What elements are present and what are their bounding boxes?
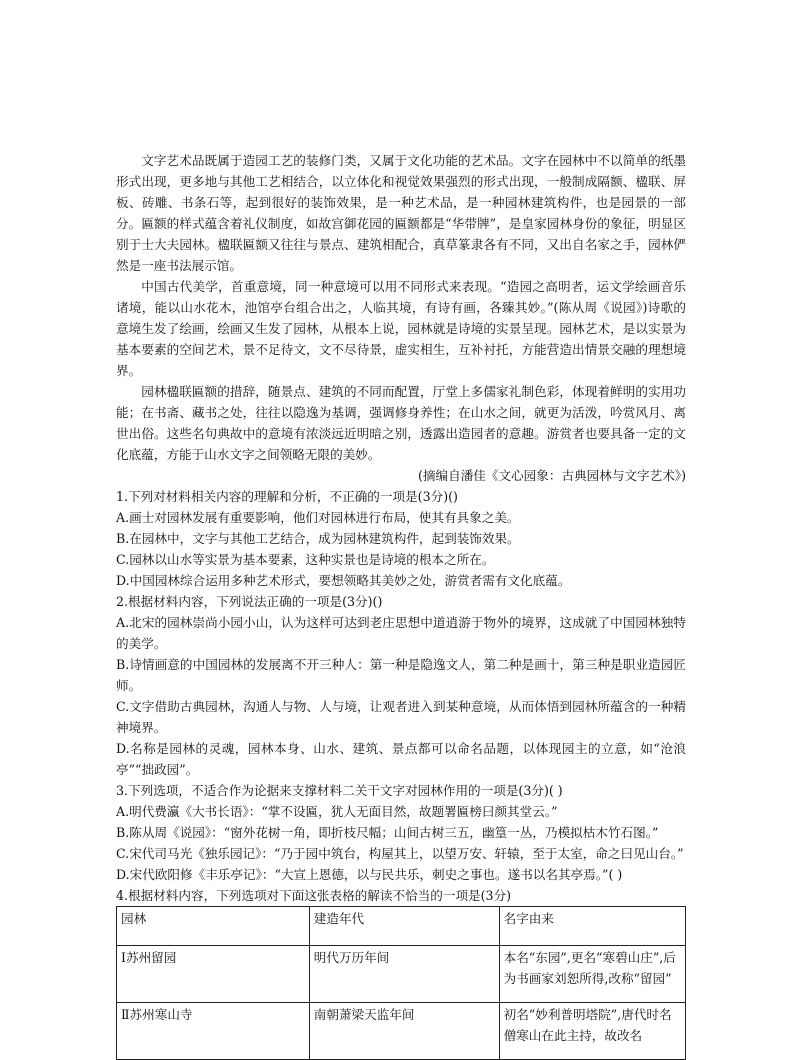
table-row	[117, 1003, 686, 1060]
table-cell-name-origin: 本名“东园”,更名“寒碧山庄”,后为书画家刘恕所得,改称“留园”	[499, 946, 685, 1003]
exam-document	[116, 150, 686, 1060]
table-header-era: 建造年代	[309, 907, 499, 946]
passage-paragraph-1: 文字艺术品既属于造园工艺的装修门类，又属于文化功能的艺术品。文字在园林中不以简单的纸墨形式出现，更多地与其他工艺相结合，以立体化和视觉效果强烈的形式出现，一般制成隔额、楹联、屏板、砖雕、书条石等，起到很好的装饰效果，是一种艺术品，是一种园林建筑构件，也是园景的一部分。匾额的样式蕴含着礼仪制度，如故宫御花园的匾额都是“华带牌”，是皇家园林身份的象征，明显区别于士大夫园林。楹联匾额又往往与景点、建筑相配合，真草篆隶各有不同，又出自名家之手，园林俨然是一座书法展示馆。	[116, 153, 686, 273]
passage-paragraph-3: 园林楹联匾额的措辞，随景点、建筑的不同而配置，厅堂上多儒家礼制色彩，体现着鲜明的实用功能；在书斋、藏书之处，往往以隐逸为基调，强调修身养性；在山水之间，就更为活泼，吟赏风月、离世出俗。这些名句典故中的意境有浓淡远近明暗之别，透露出造园者的意趣。游赏者也要具备一定的文化底蕴，方能于山水文字之间领略无限的美妙。	[116, 384, 686, 462]
table-cell-era: 明代万历年间	[309, 946, 499, 1003]
option-d: D.中国园林综合运用多种艺术形式，要想领略其美妙之处，游赏者需有文化底蕴。	[116, 573, 571, 588]
question-stem: 3.下列选项，不适合作为论据来支撑材料二关干文字对园林作用的一项是(3分)( )	[116, 783, 563, 798]
option-a: A.北宋的园林崇尚小园小山，认为这样可达到老庄思想中道逍游于物外的境界，这成就了中国园林独特的美学。	[116, 615, 686, 651]
table-header-garden: 园林	[117, 907, 310, 946]
table-cell-era: 南朝萧梁天监年间	[309, 1003, 499, 1060]
table-header-name-origin: 名字由来	[499, 907, 685, 946]
table-cell-garden: Ⅰ苏州留园	[117, 946, 310, 1003]
passage-paragraph-2: 中国古代美学，首重意境，同一种意境可以用不同形式来表现。“造园之高明者，运文学绘画音乐诸境，能以山水花木，池馆亭台组合出之，人临其境，有诗有画，各臻其妙。”(陈从周《说园》)诗歌的意境生发了绘画，绘画又生发了园林，从根本上说，园林就是诗境的实景呈现。园林艺术，是以实景为基本要素的空间艺术，景不足待文，文不尽待景，虚实相生，互补衬托，方能营造出情景交融的理想境界。	[116, 279, 686, 378]
option-b: B.在园林中，文字与其他工艺结合，成为园林建筑构件，起到装饰效果。	[116, 531, 520, 546]
question-2	[116, 591, 686, 780]
question-4	[116, 885, 686, 1060]
option-c: C.园林以山水等实景为基本要素，这种实景也是诗境的根本之所在。	[116, 552, 495, 567]
option-b: B.陈从周《说园》：“窗外花树一角，即折枝尺幅；山间古树三五，幽篁一丛，乃模拟枯木竹石图。”	[116, 825, 659, 840]
option-c: C.文字借助古典园林，沟通人与物、人与境，让观者进入到某种意境，从而体悟到园林所蕴含的一种精神境界。	[116, 699, 686, 735]
option-d: D.名称是园林的灵魂，园林本身、山水、建筑、景点都可以命名品题，以体现园主的立意，如“沧浪亭”“拙政园”。	[116, 741, 686, 777]
table-cell-garden: Ⅱ苏州寒山寺	[117, 1003, 310, 1060]
garden-table	[116, 906, 686, 1060]
question-stem: 4.根据材料内容，下列选项对下面这张表格的解读不恰当的一项是(3分)	[116, 888, 512, 903]
option-a: A.明代费瀛《大书长语》：“掌不设匾，犹人无面目然，故题署匾榜曰颜其堂云。”	[116, 804, 558, 819]
question-stem: 2.根据材料内容，下列说法正确的一项是(3分)()	[116, 594, 383, 609]
table-row	[117, 946, 686, 1003]
question-1	[116, 486, 686, 591]
question-stem: 1.下列对材料相关内容的理解和分析，不正确的一项是(3分)()	[116, 489, 458, 504]
option-d: D.宋代欧阳修《丰乐亭记》：“大宣上恩德，以与民共乐，刺史之事也。遂书以名其亭焉。”( )	[116, 867, 623, 882]
passage-source: (摘编自潘佳《文心园象：古典园林与文字艺术》)	[418, 468, 686, 483]
option-b: B.诗情画意的中国园林的发展离不开三种人：第一种是隐逸文人，第二种是画十，第三种是职业造园匠师。	[116, 657, 686, 693]
option-a: A.画士对园林发展有重要影响，他们对园林进行布局，使其有具象之美。	[116, 510, 520, 525]
option-c: C.宋代司马光《独乐园记》：“乃于园中筑台，构屋其上，以望万安、轩辕，至于太室，命之曰见山台。”	[116, 846, 684, 861]
question-3	[116, 780, 686, 885]
table-header-row	[117, 907, 686, 946]
table-cell-name-origin: 初名“妙利普明塔院”,唐代时名僧寒山在此主持，故改名	[499, 1003, 685, 1060]
